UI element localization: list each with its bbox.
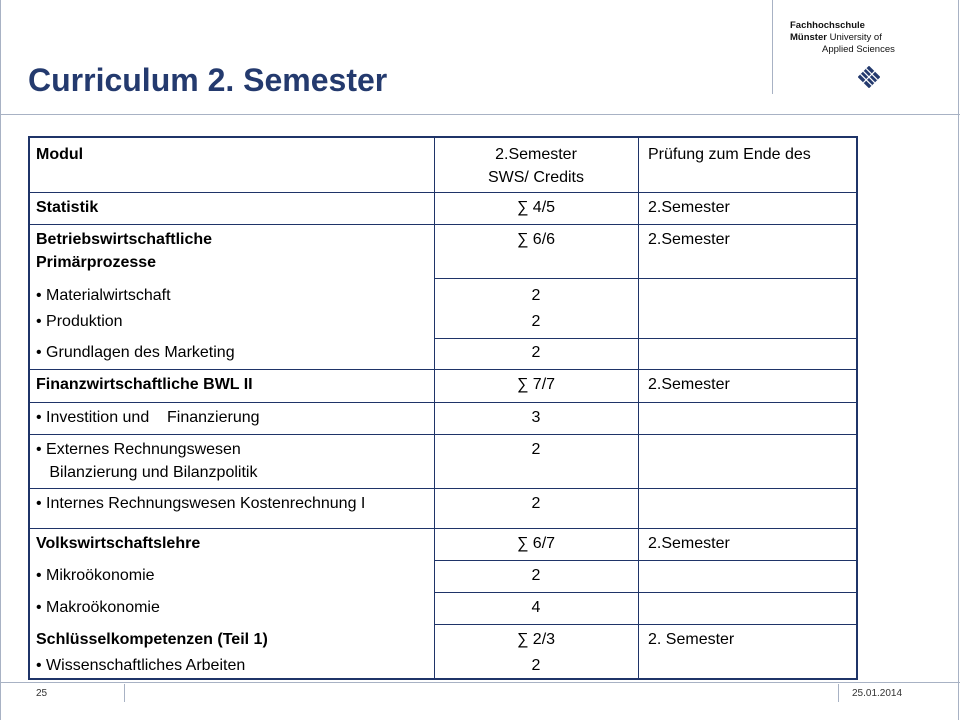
table-row-modul: Schlüsselkompetenzen (Teil 1) [36, 631, 268, 648]
table-row-modul: • Materialwirtschaft [36, 287, 171, 304]
table-row-modul: • Grundlagen des Marketing [36, 344, 235, 361]
table-row-pruefung: 2.Semester [648, 535, 730, 552]
row-line [434, 338, 856, 339]
row-line [30, 434, 856, 435]
right-border-line [958, 0, 959, 720]
row-line [30, 528, 856, 529]
table-row-sws: ∑ 7/7 [516, 376, 556, 393]
row-line [30, 192, 856, 193]
table-row-pruefung: 2.Semester [648, 376, 730, 393]
logo-line-2 [790, 32, 895, 44]
table-row-modul: • Mikroökonomie [36, 567, 155, 584]
header-semester: 2.Semester SWS/ Credits [487, 146, 584, 186]
table-row-sws: 2 [531, 287, 541, 304]
header-vertical-line [772, 0, 773, 94]
table-row-sws: 4 [531, 599, 541, 616]
row-line [30, 402, 856, 403]
footer-date: 25.01.2014 [852, 688, 903, 699]
table-row-modul: Finanzwirtschaftliche BWL II [36, 376, 253, 393]
logo-line-2-rest: University of [826, 32, 882, 43]
logo-line-2-bold: Münster [790, 32, 827, 43]
row-line [434, 278, 856, 279]
table-row-pruefung: 2.Semester [648, 231, 730, 248]
footer-tick-left [124, 684, 125, 702]
table-row-modul: • Internes Rechnungswesen Kostenrechnung I [36, 495, 366, 512]
table-row-modul: • Makroökonomie [36, 599, 160, 616]
table-row-sws: ∑ 6/7 [516, 535, 556, 552]
table-row-modul: Betriebswirtschaftliche Primärprozesse [36, 231, 213, 271]
row-line [434, 592, 856, 593]
table-row-sws: 2 [531, 567, 541, 584]
university-logo-text [790, 20, 895, 56]
table-row-sws: 2 [531, 495, 541, 512]
table-row-pruefung: 2. Semester [648, 631, 735, 648]
table-row-sws: ∑ 4/5 [516, 199, 556, 216]
curriculum-table [28, 136, 858, 680]
table-row-pruefung: 2.Semester [648, 199, 730, 216]
top-divider-line [0, 114, 960, 115]
table-row-sws: 3 [531, 409, 541, 426]
table-row-sws: ∑ 6/6 [516, 231, 556, 248]
bottom-divider-line [0, 682, 960, 683]
table-row-sws: 2 [531, 441, 541, 458]
page-title: Curriculum 2. Semester [28, 62, 388, 98]
table-row-sws: ∑ 2/3 [516, 631, 556, 648]
row-line [434, 560, 856, 561]
table-row-sws: 2 [531, 313, 541, 330]
row-line [30, 488, 856, 489]
university-logo-icon [858, 66, 880, 88]
header-modul: Modul [36, 146, 84, 163]
row-line [30, 369, 856, 370]
left-border-line [0, 0, 1, 720]
header-pruefung: Prüfung zum Ende des [648, 146, 811, 163]
table-row-modul: Volkswirtschaftslehre [36, 535, 201, 552]
row-line [30, 224, 856, 225]
table-row-modul: • Externes Rechnungswesen Bilanzierung und Bilanzpolitik [36, 441, 258, 481]
table-row-modul: • Wissenschaftliches Arbeiten [36, 657, 246, 674]
row-line [434, 624, 856, 625]
table-row-sws: 2 [531, 344, 541, 361]
page-number: 25 [36, 688, 48, 699]
column-divider-1 [434, 138, 435, 678]
table-row-modul: • Investition und Finanzierung [36, 409, 260, 426]
footer-tick-right [838, 684, 839, 702]
logo-line-3: Applied Sciences [822, 44, 895, 55]
logo-line-1: Fachhochschule [790, 20, 865, 31]
column-divider-2 [638, 138, 639, 678]
table-row-sws: 2 [531, 657, 541, 674]
table-row-modul: Statistik [36, 199, 99, 216]
table-row-modul: • Produktion [36, 313, 123, 330]
